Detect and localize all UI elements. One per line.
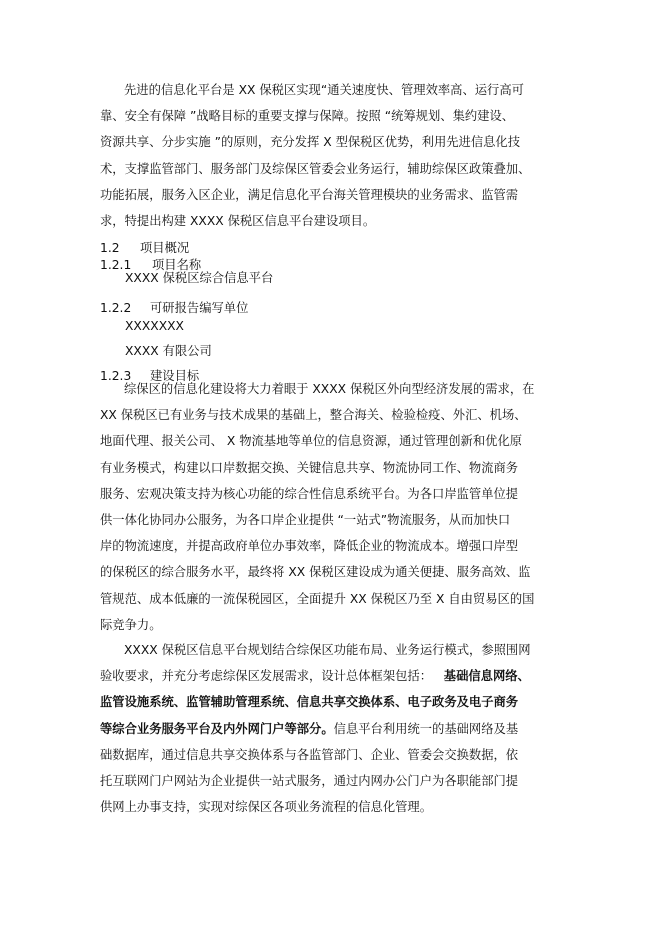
goal-paragraph — [100, 376, 570, 638]
text-line: 服务、宏观决策支持为核心功能的综合性信息系统平台。为各口岸监管单位提 — [100, 486, 519, 501]
section-number: 1.2 — [100, 241, 120, 255]
section-heading-1-2 — [100, 240, 189, 256]
bold-text-run: 等综合业务服务平台及内外网门户等部分。 — [100, 721, 334, 736]
text-line — [100, 716, 570, 742]
bold-text-run: 基础信息网络、 — [443, 669, 530, 684]
section-title: 建设目标 — [150, 369, 200, 383]
text-line — [100, 663, 570, 689]
text-line: 际竞争力。 — [100, 617, 162, 632]
section-title: 项目名称 — [152, 258, 202, 272]
section-number: 1.2.1 — [100, 258, 132, 272]
text-run: 信息平台利用统一的基础网络及基 — [333, 721, 519, 736]
text-line: 供网上办事支持，实现对综保区各项业务流程的信息化管理。 — [100, 800, 433, 815]
section-title: 可研报告编写单位 — [150, 301, 249, 315]
text-line: XXXX 保税区信息平台规划结合综保区功能布局、业务运行模式，参照围网 — [124, 643, 531, 657]
text-line: 综保区的信息化建设将大力着眼于 XXXX 保税区外向型经济发展的需求，在 — [124, 382, 535, 396]
text-line: 功能拓展，服务入区企业，满足信息化平台海关管理模块的业务需求、监管需 — [100, 187, 519, 202]
text-line: 的保税区的综合服务水平，最终将 XX 保税区建设成为通关便捷、服务高效、监 — [100, 565, 531, 580]
text-line: 靠、安全有保障 ”战略目标的重要支撑与保障。按照 “统筹规划、集约建设、 — [100, 109, 515, 124]
framework-paragraph — [100, 637, 570, 820]
text-line: 地面代理、报关公司、 X 物流基地等单位的信息资源，通过管理创新和优化原 — [100, 434, 523, 449]
text-line: 求，特提出构建 XXXX 保税区信息平台建设项目。 — [100, 214, 376, 229]
bold-text-run: 监管设施系统、监管辅助管理系统、信息共享交换体系、电子政务及电子商务 — [100, 695, 519, 710]
text-line: 岸的物流速度，并提高政府单位办事效率，降低企业的物流成本。增强口岸型 — [100, 539, 519, 554]
section-title: 项目概况 — [140, 241, 190, 255]
text-line: 有业务模式，构建以口岸数据交换、关键信息共享、物流协同工作、物流商务 — [100, 460, 519, 475]
section-number: 1.2.3 — [100, 369, 132, 383]
intro-paragraph — [100, 77, 570, 234]
project-name: XXXX 保税区综合信息平台 — [125, 271, 274, 285]
writing-unit-line1: XXXXXXX — [125, 319, 184, 333]
text-line: 先进的信息化平台是 XX 保税区实现“通关速度快、管理效率高、运行高可 — [124, 83, 524, 97]
text-line: 管规范、成本低廉的一流保税园区，全面提升 XX 保税区乃至 X 自由贸易区的国 — [100, 591, 535, 606]
text-line: XX 保税区已有业务与技术成果的基础上，整合海关、检验检疫、外汇、机场、 — [100, 408, 527, 423]
text-run: 验收要求，并充分考虑综保区发展需求，设计总体框架包括： — [100, 669, 433, 684]
section-heading-1-2-2 — [100, 300, 248, 316]
section-number: 1.2.2 — [100, 301, 132, 315]
text-line: 术，支撑监管部门、服务部门及综保区管委会业务运行，辅助综保区政策叠加、 — [100, 161, 531, 176]
text-line: 资源共享、分步实施 ”的原则，充分发挥 X 型保税区优势，利用先进信息化技 — [100, 135, 521, 150]
text-line: 供一体化协同办公服务，为各口岸企业提供 “一站式”物流服务，从而加快口 — [100, 513, 511, 528]
text-line: 础数据库，通过信息共享交换体系与各监管部门、企业、管委会交换数据，依 — [100, 747, 519, 762]
text-line — [100, 689, 570, 715]
text-line: 托互联网门户网站为企业提供一站式服务，通过内网办公门户为各职能部门提 — [100, 774, 519, 789]
writing-unit-line2: XXXX 有限公司 — [125, 344, 212, 358]
